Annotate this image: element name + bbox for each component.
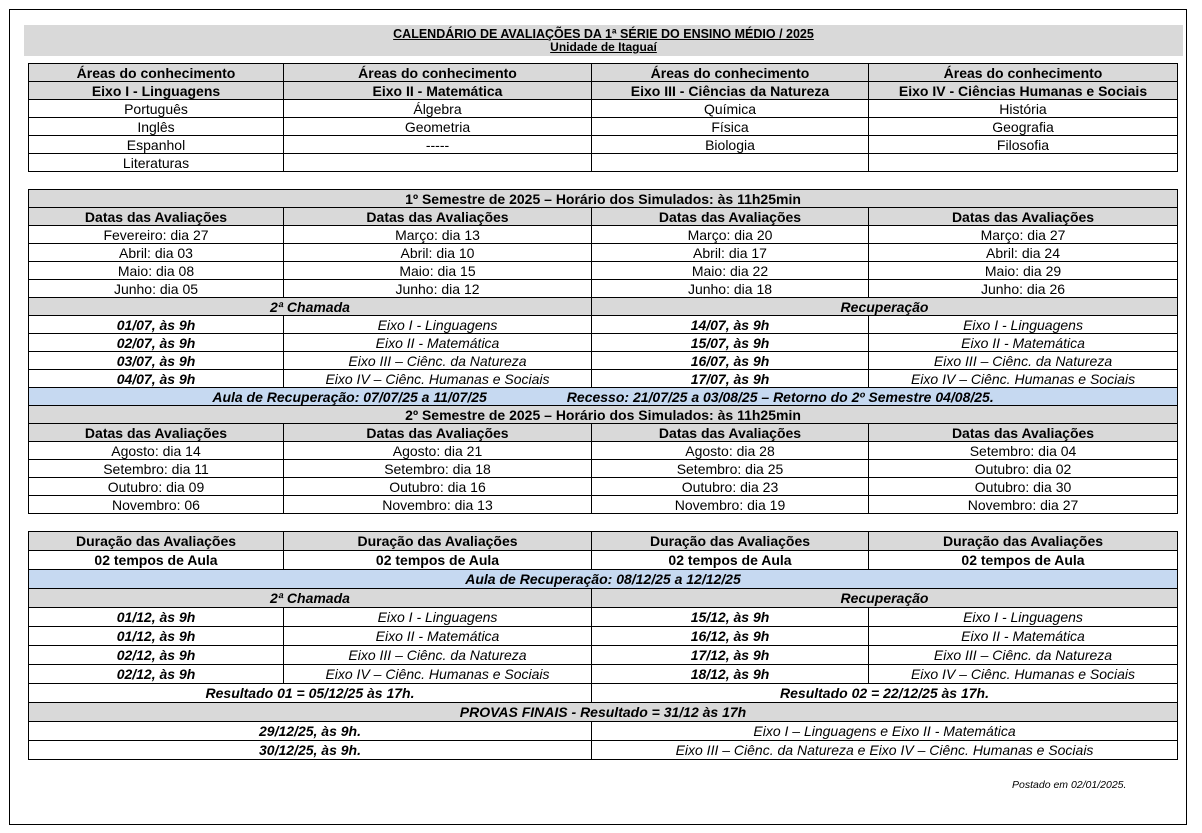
date-row <box>29 442 1178 460</box>
date-cell: Abril: dia 10 <box>284 244 592 262</box>
semester-table <box>28 189 1178 514</box>
makeup-date: 03/07, às 9h <box>29 352 284 370</box>
makeup-date: 02/12, às 9h <box>29 646 284 665</box>
date-cell: Junho: dia 26 <box>869 280 1178 298</box>
provas-finais-row <box>29 703 1178 722</box>
date-cell: Setembro: dia 18 <box>284 460 592 478</box>
makeup-eixo: Eixo II - Matemática <box>284 627 592 646</box>
recovery-date: 16/07, às 9h <box>592 352 869 370</box>
date-cell: Novembro: dia 19 <box>592 496 869 514</box>
recesso-text: Recesso: 21/07/25 a 03/08/25 – Retorno do 2º Semestre 04/08/25. <box>566 388 994 405</box>
recovery-eixo: Eixo III – Ciênc. da Natureza <box>869 352 1178 370</box>
date-row <box>29 478 1178 496</box>
makeup-row <box>29 665 1178 684</box>
dates-header: Datas das Avaliações <box>869 424 1178 442</box>
dates-header: Datas das Avaliações <box>592 208 869 226</box>
duration-value: 02 tempos de Aula <box>869 551 1178 570</box>
makeup-header-row <box>29 589 1178 608</box>
recuperacao-header: Recuperação <box>592 589 1178 608</box>
subject-cell: Português <box>29 100 284 118</box>
duration-header: Duração das Avaliações <box>284 532 592 551</box>
duration-header-row <box>29 532 1178 551</box>
recovery-eixo: Eixo IV – Ciênc. Humanas e Sociais <box>869 370 1178 388</box>
final-eixos: Eixo I – Linguagens e Eixo II - Matemática <box>592 722 1178 741</box>
makeup-date: 01/12, às 9h <box>29 627 284 646</box>
subject-row <box>29 136 1178 154</box>
makeup-eixo: Eixo I - Linguagens <box>284 608 592 627</box>
date-cell: Outubro: dia 30 <box>869 478 1178 496</box>
recesso-banner <box>29 388 1178 406</box>
date-cell: Maio: dia 29 <box>869 262 1178 280</box>
makeup-row <box>29 316 1178 334</box>
makeup-eixo: Eixo III – Ciênc. da Natureza <box>284 352 592 370</box>
date-cell: Março: dia 27 <box>869 226 1178 244</box>
final-row <box>29 722 1178 741</box>
resultado-row <box>29 684 1178 703</box>
makeup-eixo: Eixo I - Linguagens <box>284 316 592 334</box>
final-eixos: Eixo III – Ciênc. da Natureza e Eixo IV – Ciênc. Humanas e Sociais <box>592 741 1178 760</box>
resultado-2: Resultado 02 = 22/12/25 às 17h. <box>592 684 1178 703</box>
recovery-eixo: Eixo I - Linguagens <box>869 608 1178 627</box>
date-cell: Agosto: dia 14 <box>29 442 284 460</box>
recovery-eixo: Eixo I - Linguagens <box>869 316 1178 334</box>
aula-recuperacao-text: Aula de Recuperação: 07/07/25 a 11/07/25 <box>212 388 487 405</box>
date-cell: Setembro: dia 11 <box>29 460 284 478</box>
recovery-date: 15/07, às 9h <box>592 334 869 352</box>
date-cell: Outubro: dia 09 <box>29 478 284 496</box>
recovery-date: 16/12, às 9h <box>592 627 869 646</box>
dates-header: Datas das Avaliações <box>284 424 592 442</box>
chamada-header: 2ª Chamada <box>29 589 592 608</box>
duration-value: 02 tempos de Aula <box>284 551 592 570</box>
date-cell: Novembro: dia 13 <box>284 496 592 514</box>
sem2-header-row <box>29 424 1178 442</box>
subject-cell <box>592 154 869 172</box>
subject-cell: Biologia <box>592 136 869 154</box>
page-title: CALENDÁRIO DE AVALIAÇÕES DA 1ª SÉRIE DO ENSINO MÉDIO / 2025 <box>393 27 814 41</box>
dates-header: Datas das Avaliações <box>29 208 284 226</box>
subject-cell: Filosofia <box>869 136 1178 154</box>
date-cell: Maio: dia 15 <box>284 262 592 280</box>
areas-header: Áreas do conhecimento <box>284 64 592 82</box>
makeup-row <box>29 627 1178 646</box>
makeup-date: 02/12, às 9h <box>29 665 284 684</box>
duration-row <box>29 551 1178 570</box>
areas-header: Áreas do conhecimento <box>869 64 1178 82</box>
date-row <box>29 280 1178 298</box>
date-cell: Agosto: dia 28 <box>592 442 869 460</box>
makeup-row <box>29 334 1178 352</box>
sem1-header-row <box>29 208 1178 226</box>
subject-cell: Álgebra <box>284 100 592 118</box>
duration-header: Duração das Avaliações <box>592 532 869 551</box>
recovery-date: 14/07, às 9h <box>592 316 869 334</box>
duration-value: 02 tempos de Aula <box>29 551 284 570</box>
final-row <box>29 741 1178 760</box>
duration-table <box>28 531 1178 760</box>
duration-header: Duração das Avaliações <box>29 532 284 551</box>
recesso-row <box>29 388 1178 406</box>
makeup-row <box>29 646 1178 665</box>
dates-header: Datas das Avaliações <box>29 424 284 442</box>
date-cell: Abril: dia 03 <box>29 244 284 262</box>
aula-recuperacao-banner: Aula de Recuperação: 08/12/25 a 12/12/25 <box>29 570 1178 589</box>
subject-cell: Espanhol <box>29 136 284 154</box>
makeup-header-row <box>29 298 1178 316</box>
date-cell: Fevereiro: dia 27 <box>29 226 284 244</box>
subject-cell: Geometria <box>284 118 592 136</box>
recuperacao-header: Recuperação <box>592 298 1178 316</box>
subject-row <box>29 118 1178 136</box>
subject-cell: Física <box>592 118 869 136</box>
makeup-eixo: Eixo III – Ciênc. da Natureza <box>284 646 592 665</box>
date-cell: Setembro: dia 25 <box>592 460 869 478</box>
recovery-eixo: Eixo II - Matemática <box>869 334 1178 352</box>
date-row <box>29 244 1178 262</box>
page-header <box>24 25 1183 56</box>
chamada-header: 2ª Chamada <box>29 298 592 316</box>
subject-cell: Inglês <box>29 118 284 136</box>
sem2-title-row <box>29 406 1178 424</box>
date-cell: Novembro: dia 27 <box>869 496 1178 514</box>
final-date: 29/12/25, às 9h. <box>29 722 592 741</box>
areas-table <box>28 63 1178 172</box>
eixo-label: Eixo I - Linguagens <box>29 82 284 100</box>
subject-cell: Química <box>592 100 869 118</box>
date-cell: Maio: dia 22 <box>592 262 869 280</box>
posted-date: Postado em 02/01/2025. <box>1012 779 1127 791</box>
aula-recuperacao-row <box>29 570 1178 589</box>
date-row <box>29 460 1178 478</box>
makeup-eixo: Eixo IV – Ciênc. Humanas e Sociais <box>284 370 592 388</box>
eixo-label: Eixo II - Matemática <box>284 82 592 100</box>
date-cell: Setembro: dia 04 <box>869 442 1178 460</box>
dates-header: Datas das Avaliações <box>592 424 869 442</box>
makeup-date: 01/07, às 9h <box>29 316 284 334</box>
recovery-date: 17/07, às 9h <box>592 370 869 388</box>
date-cell: Abril: dia 17 <box>592 244 869 262</box>
date-cell: Maio: dia 08 <box>29 262 284 280</box>
areas-header: Áreas do conhecimento <box>592 64 869 82</box>
final-date: 30/12/25, às 9h. <box>29 741 592 760</box>
duration-value: 02 tempos de Aula <box>592 551 869 570</box>
date-cell: Abril: dia 24 <box>869 244 1178 262</box>
recovery-date: 15/12, às 9h <box>592 608 869 627</box>
dates-header: Datas das Avaliações <box>869 208 1178 226</box>
makeup-date: 01/12, às 9h <box>29 608 284 627</box>
subject-cell <box>284 154 592 172</box>
date-row <box>29 496 1178 514</box>
recovery-date: 17/12, às 9h <box>592 646 869 665</box>
date-cell: Novembro: 06 <box>29 496 284 514</box>
eixo-label: Eixo III - Ciências da Natureza <box>592 82 869 100</box>
subject-cell: Geografia <box>869 118 1178 136</box>
dates-header: Datas das Avaliações <box>284 208 592 226</box>
subject-row <box>29 100 1178 118</box>
recovery-date: 18/12, às 9h <box>592 665 869 684</box>
makeup-date: 02/07, às 9h <box>29 334 284 352</box>
eixo-label: Eixo IV - Ciências Humanas e Sociais <box>869 82 1178 100</box>
sem2-title: 2º Semestre de 2025 – Horário dos Simulados: às 11h25min <box>29 406 1178 424</box>
areas-header: Áreas do conhecimento <box>29 64 284 82</box>
date-row <box>29 262 1178 280</box>
subject-row <box>29 154 1178 172</box>
areas-header-row <box>29 64 1178 82</box>
date-row <box>29 226 1178 244</box>
recovery-eixo: Eixo II - Matemática <box>869 627 1178 646</box>
date-cell: Outubro: dia 16 <box>284 478 592 496</box>
date-cell: Março: dia 20 <box>592 226 869 244</box>
provas-finais-title: PROVAS FINAIS - Resultado = 31/12 às 17h <box>29 703 1178 722</box>
subject-cell <box>869 154 1178 172</box>
subject-cell: ----- <box>284 136 592 154</box>
makeup-date: 04/07, às 9h <box>29 370 284 388</box>
date-cell: Junho: dia 18 <box>592 280 869 298</box>
resultado-1: Resultado 01 = 05/12/25 às 17h. <box>29 684 592 703</box>
eixo-header-row <box>29 82 1178 100</box>
makeup-row <box>29 370 1178 388</box>
date-cell: Março: dia 13 <box>284 226 592 244</box>
date-cell: Agosto: dia 21 <box>284 442 592 460</box>
duration-header: Duração das Avaliações <box>869 532 1178 551</box>
sem1-title-row <box>29 190 1178 208</box>
date-cell: Junho: dia 12 <box>284 280 592 298</box>
makeup-row <box>29 608 1178 627</box>
date-cell: Junho: dia 05 <box>29 280 284 298</box>
subject-cell: História <box>869 100 1178 118</box>
subject-cell: Literaturas <box>29 154 284 172</box>
date-cell: Outubro: dia 23 <box>592 478 869 496</box>
unit-subtitle: Unidade de Itaguaí <box>550 40 657 54</box>
makeup-eixo: Eixo IV – Ciênc. Humanas e Sociais <box>284 665 592 684</box>
recovery-eixo: Eixo IV – Ciênc. Humanas e Sociais <box>869 665 1178 684</box>
date-cell: Outubro: dia 02 <box>869 460 1178 478</box>
recovery-eixo: Eixo III – Ciênc. da Natureza <box>869 646 1178 665</box>
makeup-eixo: Eixo II - Matemática <box>284 334 592 352</box>
sem1-title: 1º Semestre de 2025 – Horário dos Simulados: às 11h25min <box>29 190 1178 208</box>
makeup-row <box>29 352 1178 370</box>
